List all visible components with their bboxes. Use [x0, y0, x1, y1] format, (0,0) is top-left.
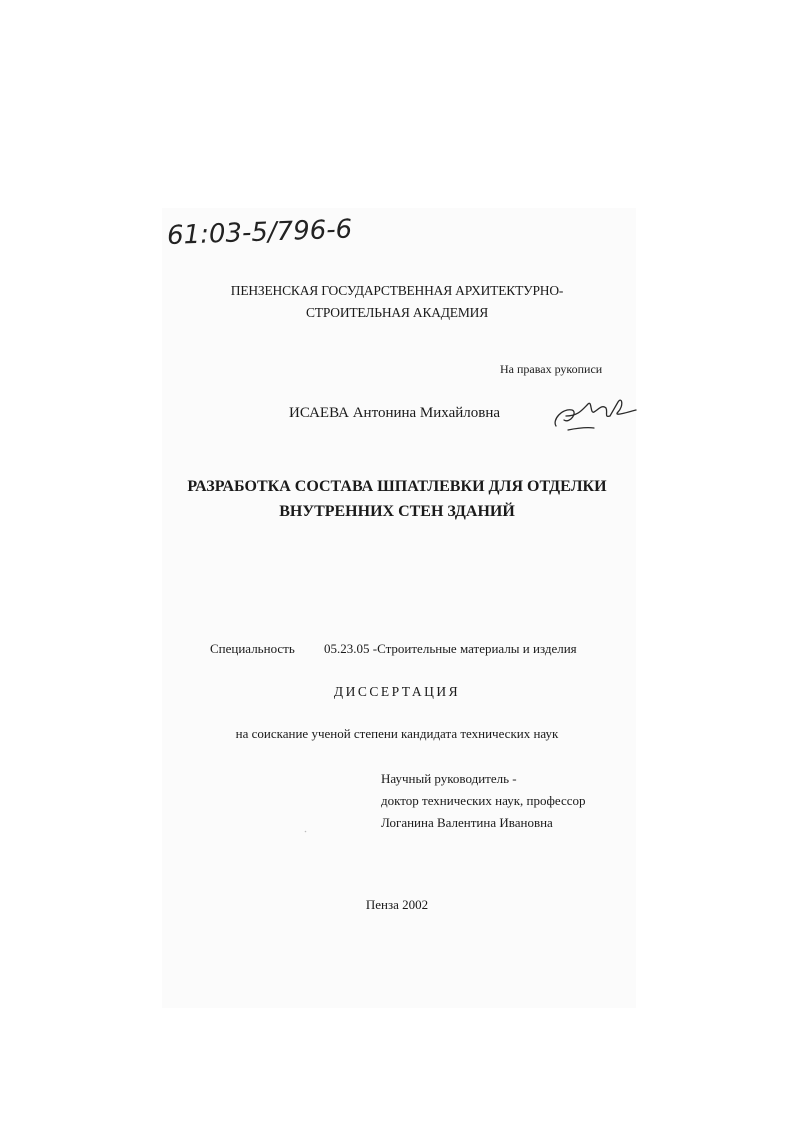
supervisor-line-2: доктор технических наук, профессор	[381, 793, 586, 808]
title-line-1: РАЗРАБОТКА СОСТАВА ШПАТЛЕВКИ ДЛЯ ОТДЕЛКИ	[187, 478, 607, 495]
author-signature	[548, 390, 638, 440]
specialty-label: Специальность	[210, 641, 295, 656]
document-type: ДИССЕРТАЦИЯ	[333, 684, 461, 699]
supervisor-line-3: Логанина Валентина Ивановна	[381, 815, 553, 830]
supervisor-line-1: Научный руководитель -	[381, 771, 517, 786]
institution-line-1: ПЕНЗЕНСКАЯ ГОСУДАРСТВЕННАЯ АРХИТЕКТУРНО-	[230, 283, 564, 298]
degree-statement: на соискание ученой степени кандидата технических наук	[235, 726, 559, 741]
dissertation-title	[160, 474, 634, 524]
institution-name	[160, 280, 634, 324]
scan-speck	[304, 830, 307, 833]
page-sheet	[162, 208, 636, 1008]
handwritten-archive-code	[165, 210, 395, 252]
specialty-value: 05.23.05 -Строительные материалы и изделия	[324, 641, 577, 656]
manuscript-rights-note: На правах рукописи	[500, 362, 603, 376]
place-and-year: Пенза 2002	[365, 897, 429, 912]
supervisor-block	[381, 768, 586, 834]
title-line-2: ВНУТРЕННИХ СТЕН ЗДАНИЙ	[279, 503, 515, 520]
author-name: ИСАЕВА Антонина Михайловна	[289, 405, 501, 421]
svg-text:61:03-5/796-6: 61:03-5/796-6	[166, 214, 353, 251]
institution-line-2: СТРОИТЕЛЬНАЯ АКАДЕМИЯ	[305, 305, 489, 320]
